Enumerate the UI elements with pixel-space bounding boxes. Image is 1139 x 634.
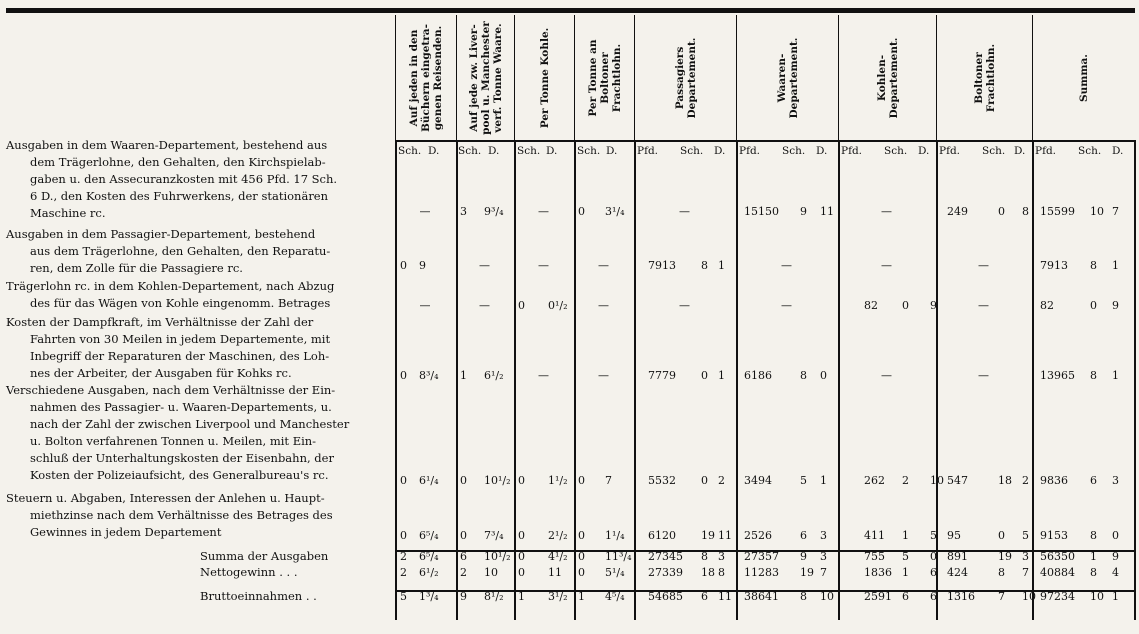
table-cell: 10 (1090, 590, 1104, 603)
column-rule (574, 140, 576, 620)
unit-label: D. (816, 145, 828, 157)
description-line: u. Bolton verfahrenen Tonnen u. Meilen, mit Ein- (30, 434, 317, 448)
table-cell: 0 (400, 259, 407, 272)
table-cell: 0 (701, 474, 708, 487)
table-cell: — (598, 259, 609, 272)
table-cell: 2591 (864, 590, 892, 603)
table-cell: 6 (902, 590, 909, 603)
column-header (936, 15, 1032, 140)
column-header (514, 15, 574, 140)
table-cell: 0 (400, 474, 407, 487)
table-cell: 1¹/₄ (605, 529, 625, 542)
table-cell: — (598, 369, 609, 382)
column-header-label: Boltoner Frachtlohn. (972, 43, 997, 112)
description-line: Steuern u. Abgaben, Interessen der Anlehen u. Haupt- (6, 491, 325, 505)
row-description (6, 382, 392, 484)
table-cell: 2 (400, 550, 407, 563)
unit-label: Sch. (982, 145, 1006, 157)
table-cell: 10 (930, 474, 944, 487)
table-cell: 0 (518, 550, 525, 563)
table-cell: 10 (820, 590, 834, 603)
unit-label: Pfd. (841, 145, 863, 157)
row-description (6, 226, 392, 277)
table-cell: 15599 (1040, 205, 1075, 218)
header-rule (395, 140, 1135, 142)
description-line: ren, dem Zolle für die Passagiere rc. (30, 261, 243, 275)
table-cell: 40884 (1040, 566, 1075, 579)
unit-label: Pfd. (739, 145, 761, 157)
table-cell: 10 (1022, 590, 1036, 603)
description-line: Fahrten von 30 Meilen in jedem Departemente, mit (30, 332, 331, 346)
table-cell: 1 (718, 259, 725, 272)
table-cell: — (881, 205, 892, 218)
table-cell: 8 (1090, 369, 1097, 382)
table-cell: — (419, 299, 431, 312)
table-cell: — (978, 259, 989, 272)
table-cell: 755 (864, 550, 885, 563)
column-header-label: Summa. (1078, 53, 1090, 102)
column-header (736, 15, 838, 140)
table-cell: 8 (998, 566, 1005, 579)
table-cell: 7 (1022, 566, 1029, 579)
table-cell: 10 (1090, 205, 1104, 218)
table-cell: 11283 (744, 566, 779, 579)
table-cell: 6186 (744, 369, 772, 382)
table-cell: 1³/₄ (419, 590, 439, 603)
row-description (6, 137, 392, 222)
table-cell: 6 (930, 566, 937, 579)
unit-label: Pfd. (637, 145, 659, 157)
table-cell: 95 (947, 529, 961, 542)
table-cell: 18 (998, 474, 1012, 487)
table-cell: 10¹/₂ (484, 474, 511, 487)
table-cell: 8³/₄ (419, 369, 439, 382)
table-cell: 7³/₄ (484, 529, 504, 542)
table-cell: 9 (800, 205, 807, 218)
table-cell: 1 (902, 529, 909, 542)
table-cell: 54685 (648, 590, 683, 603)
table-cell: 3¹/₂ (548, 590, 568, 603)
table-cell: 6¹/₂ (419, 566, 439, 579)
table-cell: 1 (902, 566, 909, 579)
table-cell: 8 (718, 566, 725, 579)
table-cell: 11 (820, 205, 834, 218)
row-description (6, 314, 392, 382)
column-rule (634, 140, 636, 620)
unit-label: Sch. (577, 145, 601, 157)
table-cell: 0 (400, 369, 407, 382)
table-cell: 97234 (1040, 590, 1075, 603)
unit-label: Pfd. (1035, 145, 1057, 157)
column-header-label: Waaren- Departement. (775, 37, 800, 118)
table-cell: 19 (800, 566, 814, 579)
description-line: aus dem Trägerlohne, den Gehalten, den Reparatu- (30, 244, 331, 258)
table-cell: 9³/₄ (484, 205, 504, 218)
table-cell: 0¹/₂ (548, 299, 568, 312)
table-cell: 7 (605, 474, 612, 487)
description-line: 6 D., den Kosten des Fuhrwerkens, der stationären (30, 189, 329, 203)
table-cell: 6¹/₂ (484, 369, 504, 382)
description-line: nahmen des Passagier- u. Waaren-Departements, u. (30, 400, 332, 414)
table-cell: 3 (718, 550, 725, 563)
table-cell: 0 (400, 529, 407, 542)
table-cell: 8 (1090, 529, 1097, 542)
table-cell: 0 (998, 529, 1005, 542)
table-cell: 5 (902, 550, 909, 563)
unit-label: D. (546, 145, 558, 157)
row-description (6, 490, 392, 541)
table-cell: 1 (460, 369, 467, 382)
table-cell: 11 (718, 590, 732, 603)
unit-label: Pfd. (939, 145, 961, 157)
description-line: nach der Zahl der zwischen Liverpool und Manchester (30, 417, 350, 431)
table-cell: 5 (800, 474, 807, 487)
table-cell: 8¹/₂ (484, 590, 504, 603)
table-cell: 27345 (648, 550, 683, 563)
description-line: Kosten der Dampfkraft, im Verhältnisse der Zahl der (6, 315, 314, 329)
table-cell: 2¹/₂ (548, 529, 568, 542)
table-cell: 1836 (864, 566, 892, 579)
unit-label: Sch. (398, 145, 422, 157)
column-header-label: Auf jeden in den Büchern eingetra- genen Reisenden. (408, 23, 444, 132)
table-cell: 0 (578, 474, 585, 487)
table-cell: 18 (701, 566, 715, 579)
table-cell: 0 (998, 205, 1005, 218)
table-cell: 7913 (648, 259, 676, 272)
column-header (574, 15, 634, 140)
table-cell: 424 (947, 566, 968, 579)
column-header (395, 15, 456, 140)
unit-label: Sch. (458, 145, 482, 157)
table-cell: 8 (1090, 259, 1097, 272)
table-cell: 0 (1112, 529, 1119, 542)
table-cell: 3¹/₄ (605, 205, 625, 218)
description-line: des für das Wägen von Kohle eingenomm. Betrages (30, 296, 331, 310)
table-cell: 0 (578, 566, 585, 579)
table-cell: 2 (400, 566, 407, 579)
table-cell: 0 (460, 474, 467, 487)
column-rule (456, 140, 458, 620)
table-cell: — (479, 259, 490, 272)
table-cell: 2 (1022, 474, 1029, 487)
table-cell: 5 (930, 529, 937, 542)
table-cell: 3 (1112, 474, 1119, 487)
table-cell: — (538, 259, 549, 272)
table-cell: — (479, 299, 490, 312)
column-rule (838, 140, 840, 620)
table-cell: 0 (518, 529, 525, 542)
unit-label: D. (1112, 145, 1124, 157)
table-cell: 6¹/₄ (419, 474, 439, 487)
table-cell: — (538, 205, 549, 218)
table-cell: — (781, 299, 792, 312)
table-cell: 0 (518, 474, 525, 487)
description-line: nes der Arbeiter, der Ausgaben für Kohks rc. (30, 366, 292, 380)
table-cell: 1316 (947, 590, 975, 603)
column-header (1032, 15, 1135, 140)
table-cell: 5532 (648, 474, 676, 487)
table-cell: 6 (930, 590, 937, 603)
table-cell: 0 (578, 550, 585, 563)
description-line: Maschine rc. (30, 206, 106, 220)
total-label: Nettogewinn . . . (200, 565, 298, 579)
table-cell: 82 (864, 299, 878, 312)
table-cell: 262 (864, 474, 885, 487)
total-label: Bruttoeinnahmen . . (200, 589, 317, 603)
table-cell: 547 (947, 474, 968, 487)
unit-label: Sch. (1078, 145, 1102, 157)
table-cell: 3494 (744, 474, 772, 487)
table-cell: 0 (460, 529, 467, 542)
table-cell: 27357 (744, 550, 779, 563)
table-cell: 9 (460, 590, 467, 603)
table-cell: 8 (701, 259, 708, 272)
column-header (838, 15, 936, 140)
column-header-label: Auf jede zw. Liver- pool u. Manchester verf. Tonne Waare. (467, 20, 504, 135)
unit-label: Sch. (517, 145, 541, 157)
table-cell: 1 (1112, 259, 1119, 272)
column-rule (936, 140, 938, 620)
column-header (634, 15, 736, 140)
table-cell: 9 (1112, 550, 1119, 563)
description-line: Kosten der Polizeiaufsicht, des Generalbureau's rc. (30, 468, 329, 482)
description-line: Gewinnes in jedem Departement (30, 525, 222, 539)
table-cell: 5¹/₄ (605, 566, 625, 579)
table-cell: 0 (930, 550, 937, 563)
table-cell: 0 (518, 299, 525, 312)
unit-label: D. (918, 145, 930, 157)
column-rule (395, 140, 397, 620)
table-cell: 9153 (1040, 529, 1068, 542)
table-cell: — (679, 299, 690, 312)
description-line: dem Trägerlohne, den Gehalten, den Kirchspielab- (30, 155, 326, 169)
table-cell: 7779 (648, 369, 676, 382)
table-cell: 13965 (1040, 369, 1075, 382)
table-cell: 891 (947, 550, 968, 563)
table-cell: 0 (578, 205, 585, 218)
column-header-label: Per Tonne an Boltoner Frachtlohn. (586, 38, 623, 117)
table-cell: 5 (400, 590, 407, 603)
table-cell: 6120 (648, 529, 676, 542)
table-cell: 11 (718, 529, 732, 542)
table-cell: 15150 (744, 205, 779, 218)
table-cell: 0 (1090, 299, 1097, 312)
table-cell: 6⁵/₄ (419, 529, 439, 542)
table-cell: 1 (718, 369, 725, 382)
table-cell: 9 (1112, 299, 1119, 312)
description-line: Trägerlohn rc. in dem Kohlen-Departement, nach Abzug (6, 279, 335, 293)
table-cell: — (978, 299, 989, 312)
column-rule (1032, 140, 1034, 620)
table-cell: 6 (1090, 474, 1097, 487)
total-label: Summa der Ausgaben (200, 549, 329, 563)
table-cell: 7 (1112, 205, 1119, 218)
table-cell: 3 (820, 550, 827, 563)
column-rule (1134, 140, 1136, 620)
table-cell: 0 (518, 566, 525, 579)
unit-label: D. (714, 145, 726, 157)
table-cell: 0 (578, 529, 585, 542)
table-cell: 4⁵/₄ (605, 590, 625, 603)
column-header-label: Kohlen- Departement. (875, 37, 900, 118)
table-cell: 6 (800, 529, 807, 542)
table-cell: 2526 (744, 529, 772, 542)
table-cell: 27339 (648, 566, 683, 579)
table-cell: 3 (820, 529, 827, 542)
table-cell: 1 (1112, 590, 1119, 603)
table-cell: 56350 (1040, 550, 1075, 563)
table-cell: 1 (1112, 369, 1119, 382)
table-cell: 82 (1040, 299, 1054, 312)
table-cell: — (881, 369, 892, 382)
table-cell: 3 (1022, 550, 1029, 563)
table-cell: 7 (820, 566, 827, 579)
table-cell: 8 (1022, 205, 1029, 218)
table-cell: 1¹/₂ (548, 474, 568, 487)
description-line: Verschiedene Ausgaben, nach dem Verhältnisse der Ein- (6, 383, 336, 397)
unit-label: Sch. (782, 145, 806, 157)
table-cell: 411 (864, 529, 885, 542)
table-cell: — (978, 369, 989, 382)
table-cell: 0 (820, 369, 827, 382)
table-cell: 9 (800, 550, 807, 563)
unit-label: D. (1014, 145, 1026, 157)
column-header-label: Passagiers Departement. (673, 37, 698, 118)
table-cell: 7 (998, 590, 1005, 603)
description-line: Ausgaben in dem Waaren-Departement, bestehend aus (6, 138, 328, 152)
column-rule (736, 140, 738, 620)
table-cell: — (679, 205, 690, 218)
table-cell: 1 (820, 474, 827, 487)
unit-label: D. (488, 145, 500, 157)
column-header (456, 15, 514, 140)
table-cell: 7913 (1040, 259, 1068, 272)
top-rule (6, 8, 1135, 13)
table-cell: 8 (701, 550, 708, 563)
table-cell: 11 (548, 566, 562, 579)
table-cell: 5 (1022, 529, 1029, 542)
table-cell: 4¹/₂ (548, 550, 568, 563)
table-cell: 6 (460, 550, 467, 563)
table-cell: 9 (930, 299, 937, 312)
table-cell: 0 (701, 369, 708, 382)
table-cell: 3 (460, 205, 467, 218)
unit-label: Sch. (884, 145, 908, 157)
table-cell: 2 (718, 474, 725, 487)
table-cell: 1 (518, 590, 525, 603)
table-cell: 2 (902, 474, 909, 487)
table-cell: — (419, 205, 431, 218)
table-cell: 11³/₄ (605, 550, 632, 563)
table-cell: 38641 (744, 590, 779, 603)
description-line: miethzinse nach dem Verhältnisse des Betrages des (30, 508, 333, 522)
row-description (6, 278, 392, 312)
table-cell: 2 (460, 566, 467, 579)
unit-label: D. (606, 145, 618, 157)
unit-label: D. (428, 145, 440, 157)
table-cell: — (538, 369, 549, 382)
table-cell: 19 (998, 550, 1012, 563)
table-cell: 0 (902, 299, 909, 312)
table-cell: — (598, 299, 609, 312)
table-cell: 8 (800, 369, 807, 382)
table-cell: 10¹/₂ (484, 550, 511, 563)
table-cell: 249 (947, 205, 968, 218)
description-line: Inbegriff der Reparaturen der Maschinen, des Loh- (30, 349, 330, 363)
table-cell: 6⁵/₄ (419, 550, 439, 563)
table-cell: 9836 (1040, 474, 1068, 487)
unit-label: Sch. (680, 145, 704, 157)
table-cell: — (781, 259, 792, 272)
table-cell: 4 (1112, 566, 1119, 579)
table-cell: 1 (578, 590, 585, 603)
table-cell: 8 (800, 590, 807, 603)
table-cell: 9 (419, 259, 426, 272)
table-cell: 10 (484, 566, 498, 579)
table-cell: 1 (1090, 550, 1097, 563)
description-line: gaben u. den Assecuranzkosten mit 456 Pfd. 17 Sch. (30, 172, 338, 186)
table-cell: — (881, 259, 892, 272)
table-cell: 19 (701, 529, 715, 542)
table-cell: 6 (701, 590, 708, 603)
column-header-label: Per Tonne Kohle. (538, 27, 551, 128)
description-line: Ausgaben in dem Passagier-Departement, bestehend (6, 227, 316, 241)
column-rule (514, 140, 516, 620)
table-cell: 8 (1090, 566, 1097, 579)
description-line: schluß der Unterhaltungskosten der Eisenbahn, der (30, 451, 334, 465)
